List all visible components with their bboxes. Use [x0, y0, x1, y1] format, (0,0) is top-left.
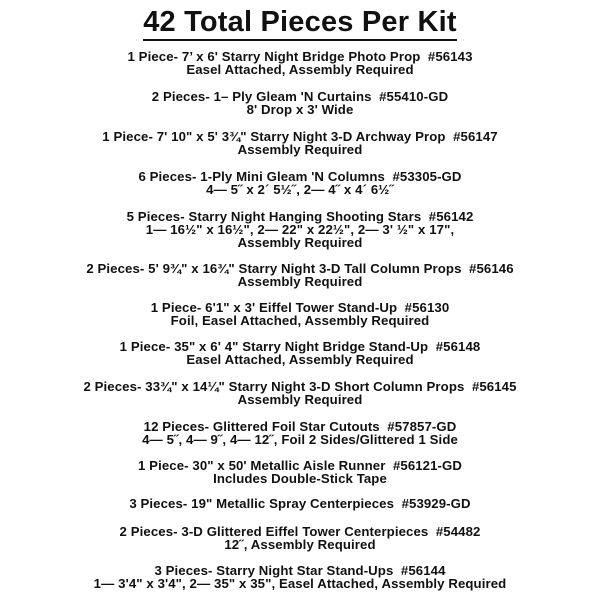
kit-item-detail: 8' Drop x 3' Wide — [246, 102, 354, 117]
kit-item-title: 1 Piece- 7' 10" x 5' 3¾" Starry Night 3-D Archway Prop #56147 — [102, 129, 498, 144]
kit-item-detail: Assembly Required — [237, 235, 363, 250]
kit-item — [0, 420, 600, 446]
kit-item-title: 6 Pieces- 1-Ply Mini Gleam 'N Columns #53305-GD — [138, 169, 462, 184]
kit-item-title: 12 Pieces- Glittered Foil Star Cutouts #57857-GD — [143, 419, 457, 434]
kit-item — [0, 210, 600, 249]
kit-item-detail: Easel Attached, Assembly Required — [186, 352, 414, 367]
kit-item-detail: 12˝, Assembly Required — [224, 537, 376, 552]
kit-item — [0, 497, 600, 510]
kit-item-title: 2 Pieces- 1– Ply Gleam 'N Curtains #55410-GD — [151, 89, 449, 104]
kit-item — [0, 459, 600, 485]
kit-item-title: 5 Pieces- Starry Night Hanging Shooting Stars #56142 — [126, 209, 474, 224]
kit-item — [0, 380, 600, 406]
kit-item-detail: 4— 5˝ x 2´ 5½˝, 2— 4˝ x 4´ 6½˝ — [206, 182, 394, 197]
kit-item — [0, 170, 600, 196]
kit-item-detail: Easel Attached, Assembly Required — [186, 62, 414, 77]
kit-item-title: 1 Piece- 6'1" x 3' Eiffel Tower Stand-Up #56130 — [150, 300, 450, 315]
page-title-text: 42 Total Pieces Per Kit — [143, 6, 457, 41]
kit-item-detail: Assembly Required — [237, 142, 363, 157]
kit-item-title: 1 Piece- 35" x 6' 4" Starry Night Bridge Stand-Up #56148 — [119, 339, 481, 354]
kit-item-title: 3 Pieces- 19" Metallic Spray Centerpieces #53929-GD — [129, 496, 471, 511]
kit-item-title: 1 Piece- 30" x 50' Metallic Aisle Runner #56121-GD — [137, 458, 463, 473]
kit-item-title: 2 Pieces- 5' 9¾" x 16¾" Starry Night 3-D Tall Column Props #56146 — [86, 261, 514, 276]
kit-item-detail: Foil, Easel Attached, Assembly Required — [170, 313, 430, 328]
kit-item-title: 2 Pieces- 33¾" x 14¼" Starry Night 3-D Short Column Props #56145 — [83, 379, 517, 394]
kit-item — [0, 301, 600, 327]
kit-item — [0, 262, 600, 288]
kit-item-detail: Assembly Required — [237, 392, 363, 407]
kit-item — [0, 525, 600, 551]
kit-item — [0, 340, 600, 366]
kit-item — [0, 50, 600, 76]
kit-item-detail: 4— 5˝, 4— 9˝, 4— 12˝, Foil 2 Sides/Glittered 1 Side — [142, 432, 458, 447]
kit-item-detail: 1— 16½" x 16½", 2— 22" x 22½", 2— 3' ½" x 17", — [145, 222, 455, 237]
kit-item-title: 3 Pieces- Starry Night Star Stand-Ups #56144 — [154, 563, 446, 578]
kit-item — [0, 90, 600, 116]
kit-item — [0, 564, 600, 590]
kit-item-title: 2 Pieces- 3-D Glittered Eiffel Tower Centerpieces #54482 — [119, 524, 481, 539]
kit-item-detail: Includes Double-Stick Tape — [213, 471, 387, 486]
kit-item-detail: 1— 3'4" x 3'4", 2— 35" x 35", Easel Attached, Assembly Required — [93, 576, 507, 591]
kit-item-detail: Assembly Required — [237, 274, 363, 289]
kit-item-title: 1 Piece- 7’ x 6' Starry Night Bridge Photo Prop #56143 — [127, 49, 473, 64]
page-title — [0, 6, 600, 38]
kit-item — [0, 130, 600, 156]
